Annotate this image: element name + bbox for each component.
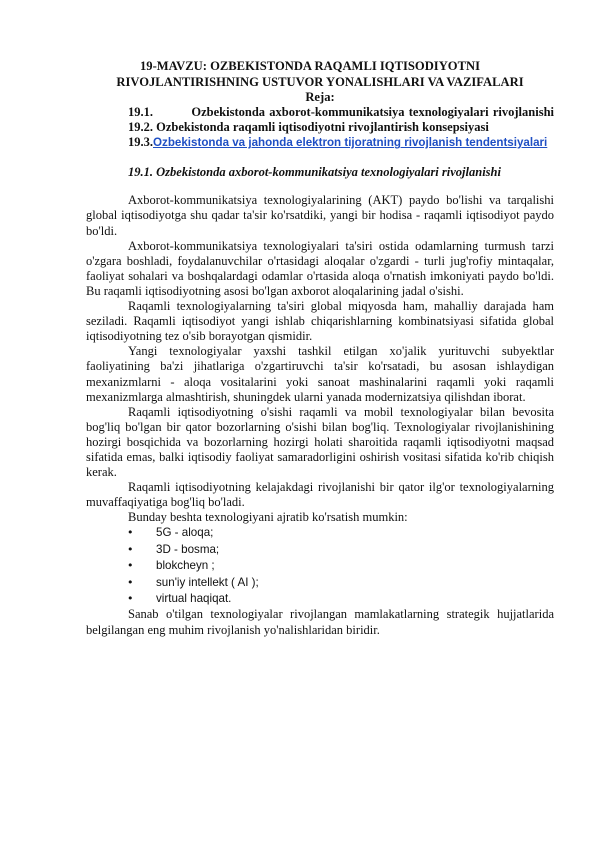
list-item-text: 5G - aloqa;: [156, 526, 214, 540]
list-item: [86, 591, 554, 607]
plan-item-1: 19.1. Ozbekistonda axborot-kommunikatsiya texnologiyalari rivojlanishi: [128, 105, 554, 119]
title-line-2: RIVOJLANTIRISHNING USTUVOR YONALISHLARI VA VAZIFALARI: [116, 75, 524, 89]
paragraph: Yangi texnologiyalar yaxshi tashkil etilgan xo'jalik yurituvchi subyektlar faoliyatining ba'zi jihatlariga o'zgartiruvchi ta'sir ko'rsatadi, bu asosan ishlaydigan mexanizmlarni - aloqa vositalarini yoki sanoat mashinalarini raqamli yoki raqamli mexanizmlarga almashtirish, shuningdek ularni yanada modernizatsiya qilishdan iborat.: [86, 344, 554, 404]
paragraph: Raqamli iqtisodiyotning o'sishi raqamli va mobil texnologiyalar bilan bevosita bog'liq bo'lgan bir qator bozorlarning o'sishi bilan bog'liq. Texnologiyalar rivojlanishining hozirgi bosqichida va bozorlarning hozirgi holati sharoitida raqamli iqtisodiyotni maqsad sifatida emas, balki iqtisodiy faoliyat samaradorligini oshirish vositasi sifatida ko'rib chiqish kerak.: [86, 404, 554, 480]
paragraph: Bunday beshta texnologiyani ajratib ko'rsatish mumkin:: [128, 510, 408, 525]
plan-item-3-link[interactable]: Ozbekistonda va jahonda elektron tijoratning rivojlanish tendentsiyalari: [153, 136, 548, 150]
paragraph: Raqamli iqtisodiyotning kelajakdagi rivojlanishi bir qator ilg'or texnologiyalarning muvaffaqiyatiga bog'liq bo'ladi.: [86, 480, 554, 510]
section-heading: 19.1. Ozbekistonda axborot-kommunikatsiya texnologiyalari rivojlanishi: [128, 165, 501, 180]
bullet-icon: •: [127, 575, 134, 589]
list-item-text: virtual haqiqat.: [156, 592, 232, 606]
technology-list: [86, 525, 554, 607]
list-item: [86, 575, 554, 591]
bullet-icon: •: [127, 542, 134, 556]
document-title: [86, 58, 554, 90]
list-item-text: sun'iy intellekt ( AI );: [156, 575, 259, 589]
bullet-icon: •: [127, 526, 134, 540]
bullet-icon: •: [127, 559, 134, 573]
title-line-1: 19-MAVZU: OZBEKISTONDA RAQAMLI IQTISODIYOTNI: [140, 59, 480, 73]
paragraph: Axborot-kommunikatsiya texnologiyalari ta'siri ostida odamlarning turmush tarzi o'zgara boshladi, foydalanuvchilar o'rtasidagi aloqalar o'zgardi - turli jug'rofiy mintaqalar, faoliyat sohalari va boshqalardagi odamlar o'rtasida aloqa o'rnatish imkoniyati paydo bo'ldi. Bu raqamli iqtisodiyotning asosi bo'lgan axborot aloqalarining jadal o'sishi.: [86, 238, 554, 298]
list-item: [86, 525, 554, 541]
list-item: [86, 558, 554, 574]
document-page: [86, 58, 554, 638]
closing-paragraph: Sanab o'tilgan texnologiyalar rivojlangan mamlakatlarning strategik hujjatlarida belgilangan eng muhim rivojlanish yo'nalishlaridan biridir.: [86, 607, 554, 637]
bullet-icon: •: [127, 592, 134, 606]
list-item-text: blokcheyn ;: [156, 559, 215, 573]
plan-item-3: [86, 135, 554, 150]
plan-label: Reja:: [305, 90, 335, 104]
plan-item-3-number: 19.3.: [128, 135, 153, 150]
list-item: [86, 542, 554, 558]
plan-list: [86, 105, 554, 150]
paragraph: Axborot-kommunikatsiya texnologiyalarining (AKT) paydo bo'lishi va tarqalishi global iqtisodiyotga shu qadar ta'sir ko'rsatdiki, yangi bir hodisa - raqamli iqtisodiyot paydo bo'ldi.: [86, 193, 554, 238]
list-item-text: 3D - bosma;: [156, 542, 220, 556]
paragraph: Raqamli texnologiyalarning ta'siri global miqyosda ham, mahalliy darajada ham seziladi. Raqamli iqtisodiyot yangi ishlab chiqarishlarning kombinatsiyasi sifatida global iqtisodiyotning tez o'sib borayotgan qismidir.: [86, 299, 554, 344]
plan-item-2: 19.2. Ozbekistonda raqamli iqtisodiyotni rivojlantirish konsepsiyasi: [128, 120, 489, 135]
